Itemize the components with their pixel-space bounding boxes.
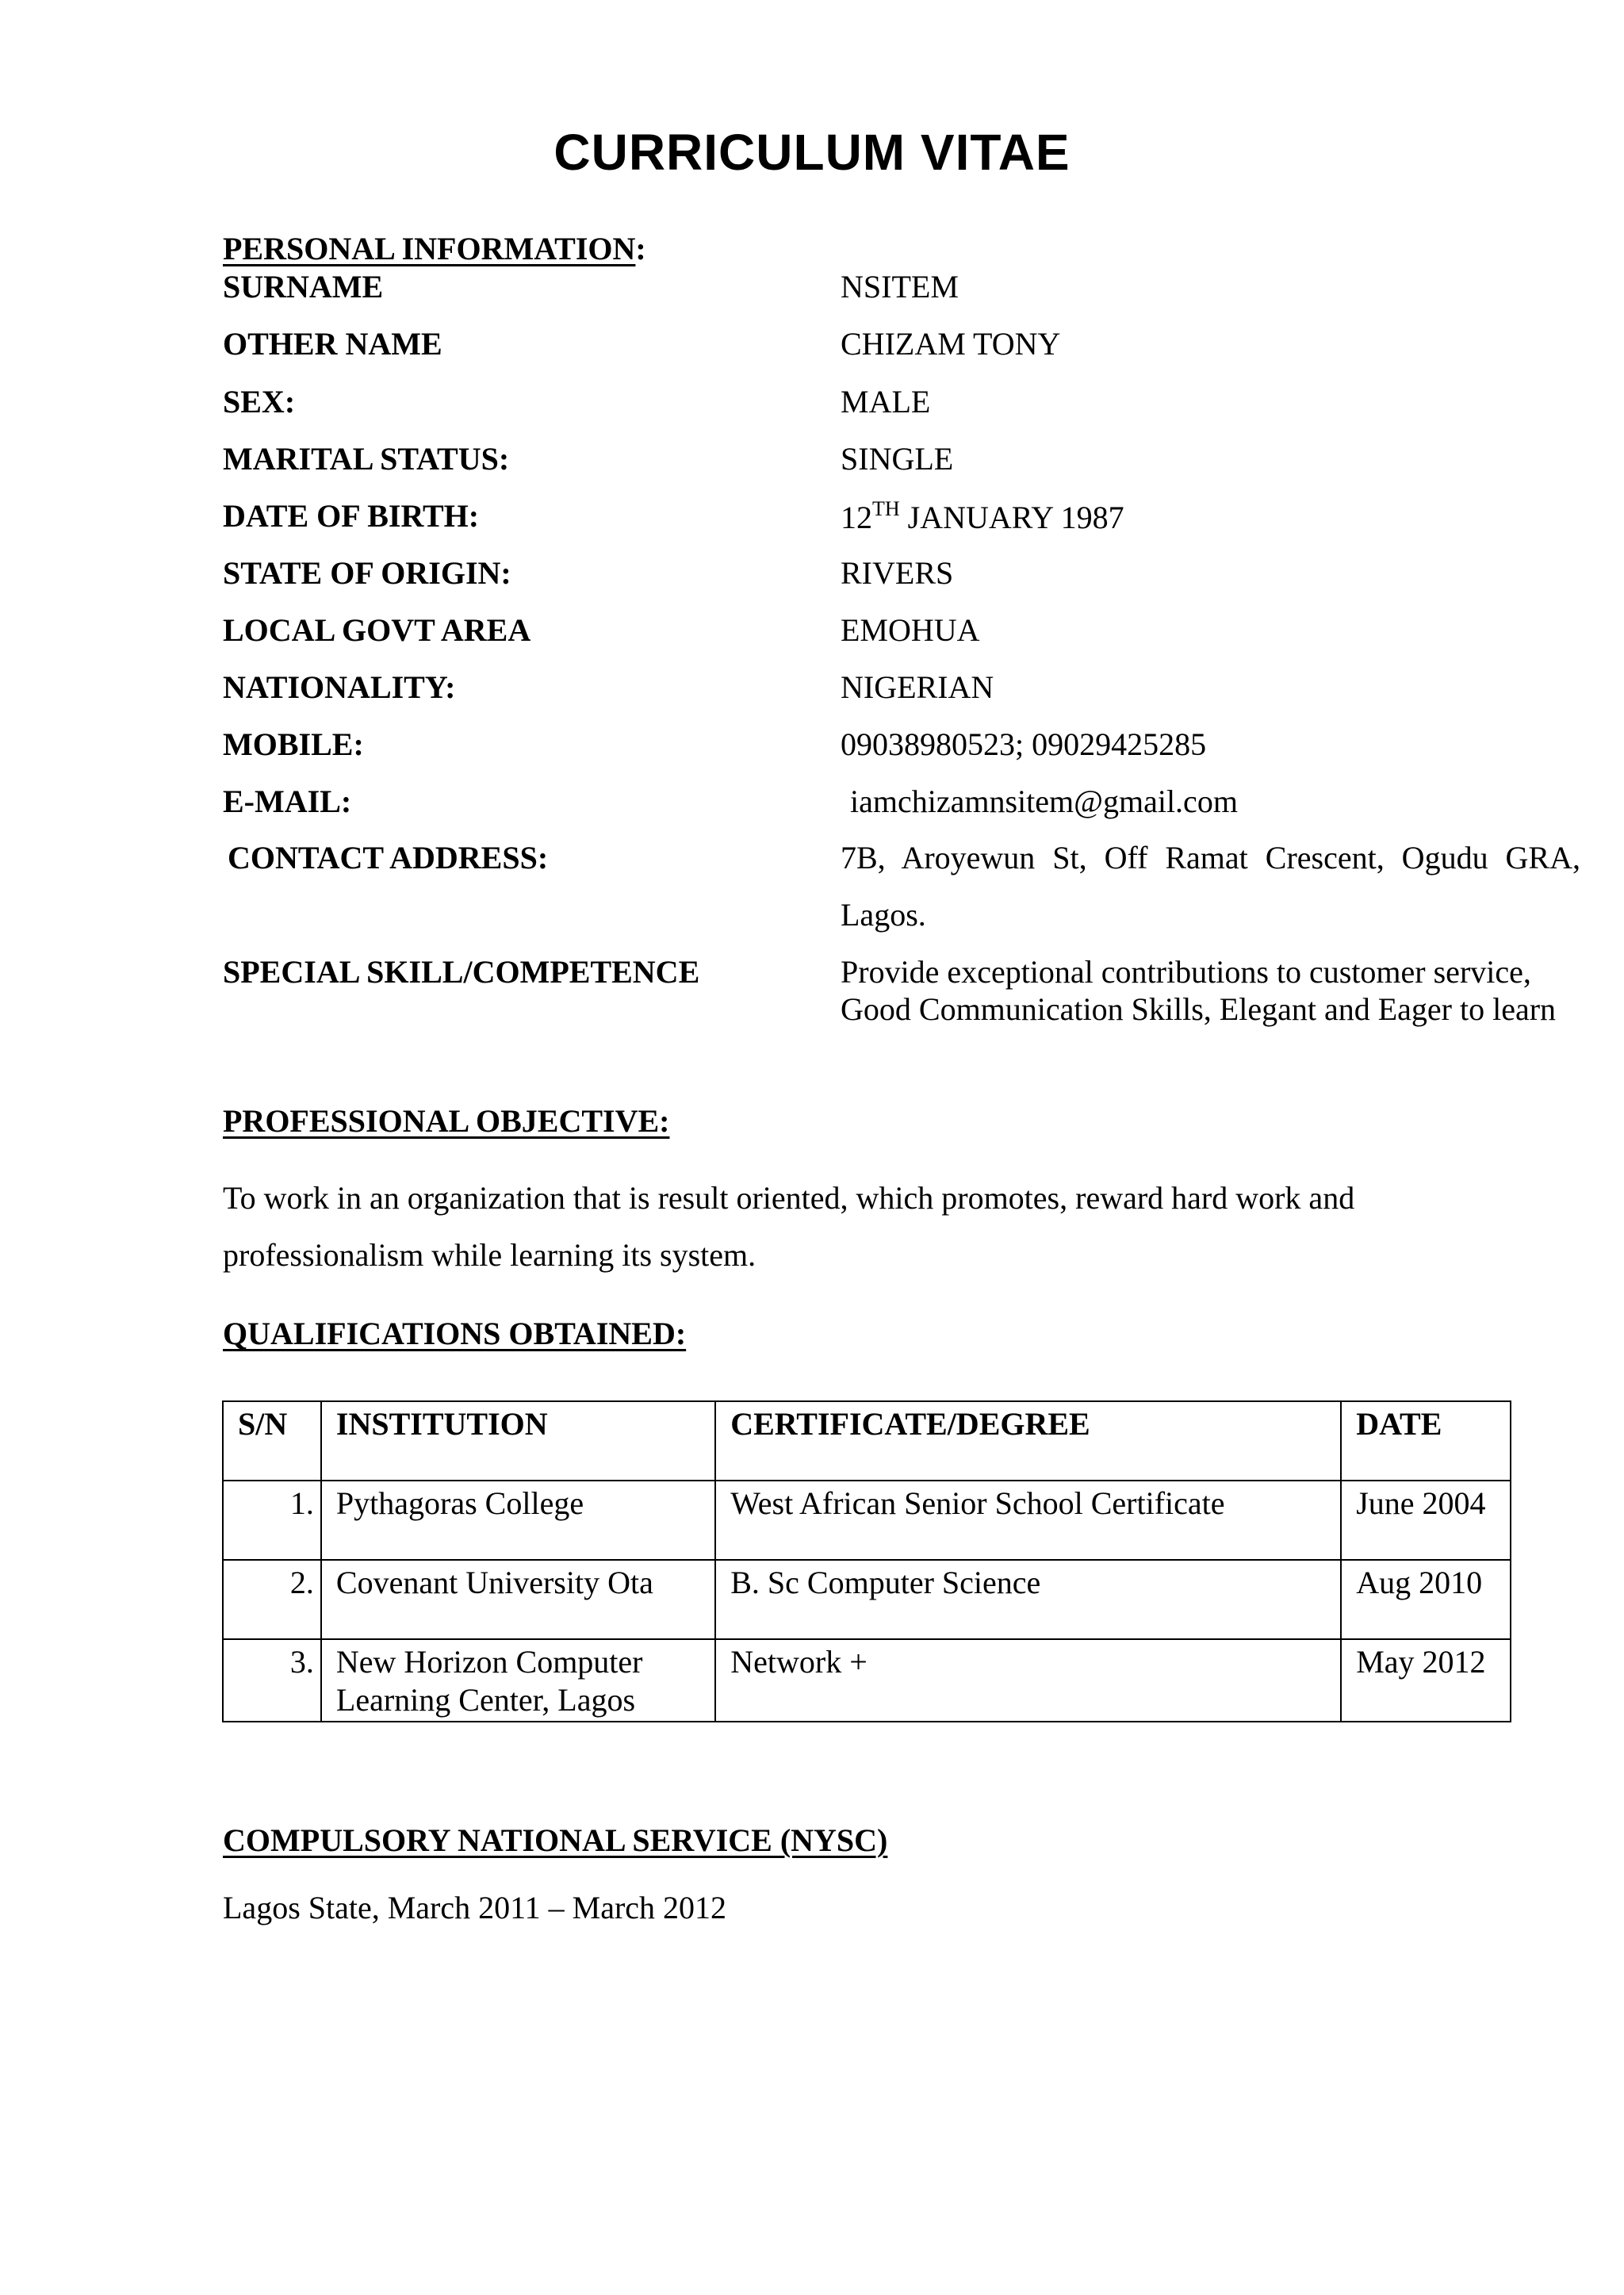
qualifications-table: [222, 1400, 1511, 1722]
field-label: SURNAME: [223, 269, 384, 305]
email-value: iamchizamnsitem@gmail.com: [850, 784, 1238, 819]
cell-sn: 2.: [223, 1560, 321, 1639]
dob-day: 12: [841, 500, 872, 535]
personal-info-heading: [223, 230, 646, 267]
cell-certificate: Network +: [715, 1639, 1341, 1722]
professional-objective-heading: [223, 1102, 669, 1140]
cell-sn: 1.: [223, 1481, 321, 1560]
field-label: SPECIAL SKILL/COMPETENCE: [223, 954, 700, 990]
column-header-certificate: CERTIFICATE/DEGREE: [715, 1401, 1341, 1481]
cell-institution: Covenant University Ota: [321, 1560, 715, 1639]
field-label: MOBILE:: [223, 726, 364, 762]
field-value: EMOHUA: [841, 612, 980, 648]
field-label: OTHER NAME: [223, 326, 442, 362]
column-header-institution: INSTITUTION: [321, 1401, 715, 1481]
column-header-date: DATE: [1341, 1401, 1511, 1481]
field-value: CHIZAM TONY: [841, 326, 1061, 362]
nysc-heading: [223, 1822, 887, 1859]
cell-certificate: B. Sc Computer Science: [715, 1560, 1341, 1639]
column-header-sn: S/N: [223, 1401, 321, 1481]
cell-institution: New Horizon Computer Learning Center, Lagos: [321, 1639, 715, 1722]
cell-date: June 2004: [1341, 1481, 1511, 1560]
personal-info-heading-text: PERSONAL INFORMATION: [223, 231, 636, 266]
dob-rest: JANUARY 1987: [899, 500, 1124, 535]
nysc-text: Lagos State, March 2011 – March 2012: [223, 1890, 727, 1925]
table-row: [223, 1639, 1511, 1722]
field-label: E-MAIL:: [223, 784, 352, 819]
cell-institution: Pythagoras College: [321, 1481, 715, 1560]
professional-objective-heading-text: PROFESSIONAL OBJECTIVE:: [223, 1103, 670, 1139]
field-label: SEX:: [223, 384, 296, 420]
table-header-row: [223, 1401, 1511, 1481]
address-line-2: Lagos.: [841, 897, 926, 933]
field-label: CONTACT ADDRESS:: [228, 840, 549, 875]
nysc-heading-text: COMPULSORY NATIONAL SERVICE (NYSC): [223, 1822, 888, 1858]
field-value: [841, 497, 1124, 536]
field-value: Provide exceptional contributions to customer service, Good Communication Skills, Elegant and Eager to learn: [841, 954, 1557, 1027]
document-title: CURRICULUM VITAE: [553, 124, 1071, 181]
cell-certificate: West African Senior School Certificate: [715, 1481, 1341, 1560]
table-row: [223, 1481, 1511, 1560]
field-value: NSITEM: [841, 269, 959, 305]
field-label: NATIONALITY:: [223, 669, 456, 705]
address-line-1: 7B, Aroyewun St, Off Ramat Crescent, Ogudu GRA,: [841, 840, 1580, 875]
cell-date: May 2012: [1341, 1639, 1511, 1722]
field-label: STATE OF ORIGIN:: [223, 555, 511, 591]
dob-ordinal-suffix: TH: [872, 497, 900, 520]
field-label: DATE OF BIRTH:: [223, 498, 480, 534]
field-value: NIGERIAN: [841, 669, 994, 705]
qualifications-heading-text: QUALIFICATIONS OBTAINED:: [223, 1316, 687, 1351]
qualifications-heading: [223, 1315, 686, 1352]
field-label: MARITAL STATUS:: [223, 441, 510, 477]
professional-objective-text: To work in an organization that is result oriented, which promotes, reward hard work and professionalism while learning its system.: [223, 1180, 1355, 1273]
field-value: MALE: [841, 384, 931, 420]
field-value: 09038980523; 09029425285: [841, 726, 1207, 762]
cell-sn: 3.: [223, 1639, 321, 1722]
cell-date: Aug 2010: [1341, 1560, 1511, 1639]
personal-info-heading-colon: :: [635, 231, 646, 266]
field-value: RIVERS: [841, 555, 954, 591]
field-label: LOCAL GOVT AREA: [223, 612, 531, 648]
table-row: [223, 1560, 1511, 1639]
field-value: SINGLE: [841, 441, 954, 477]
